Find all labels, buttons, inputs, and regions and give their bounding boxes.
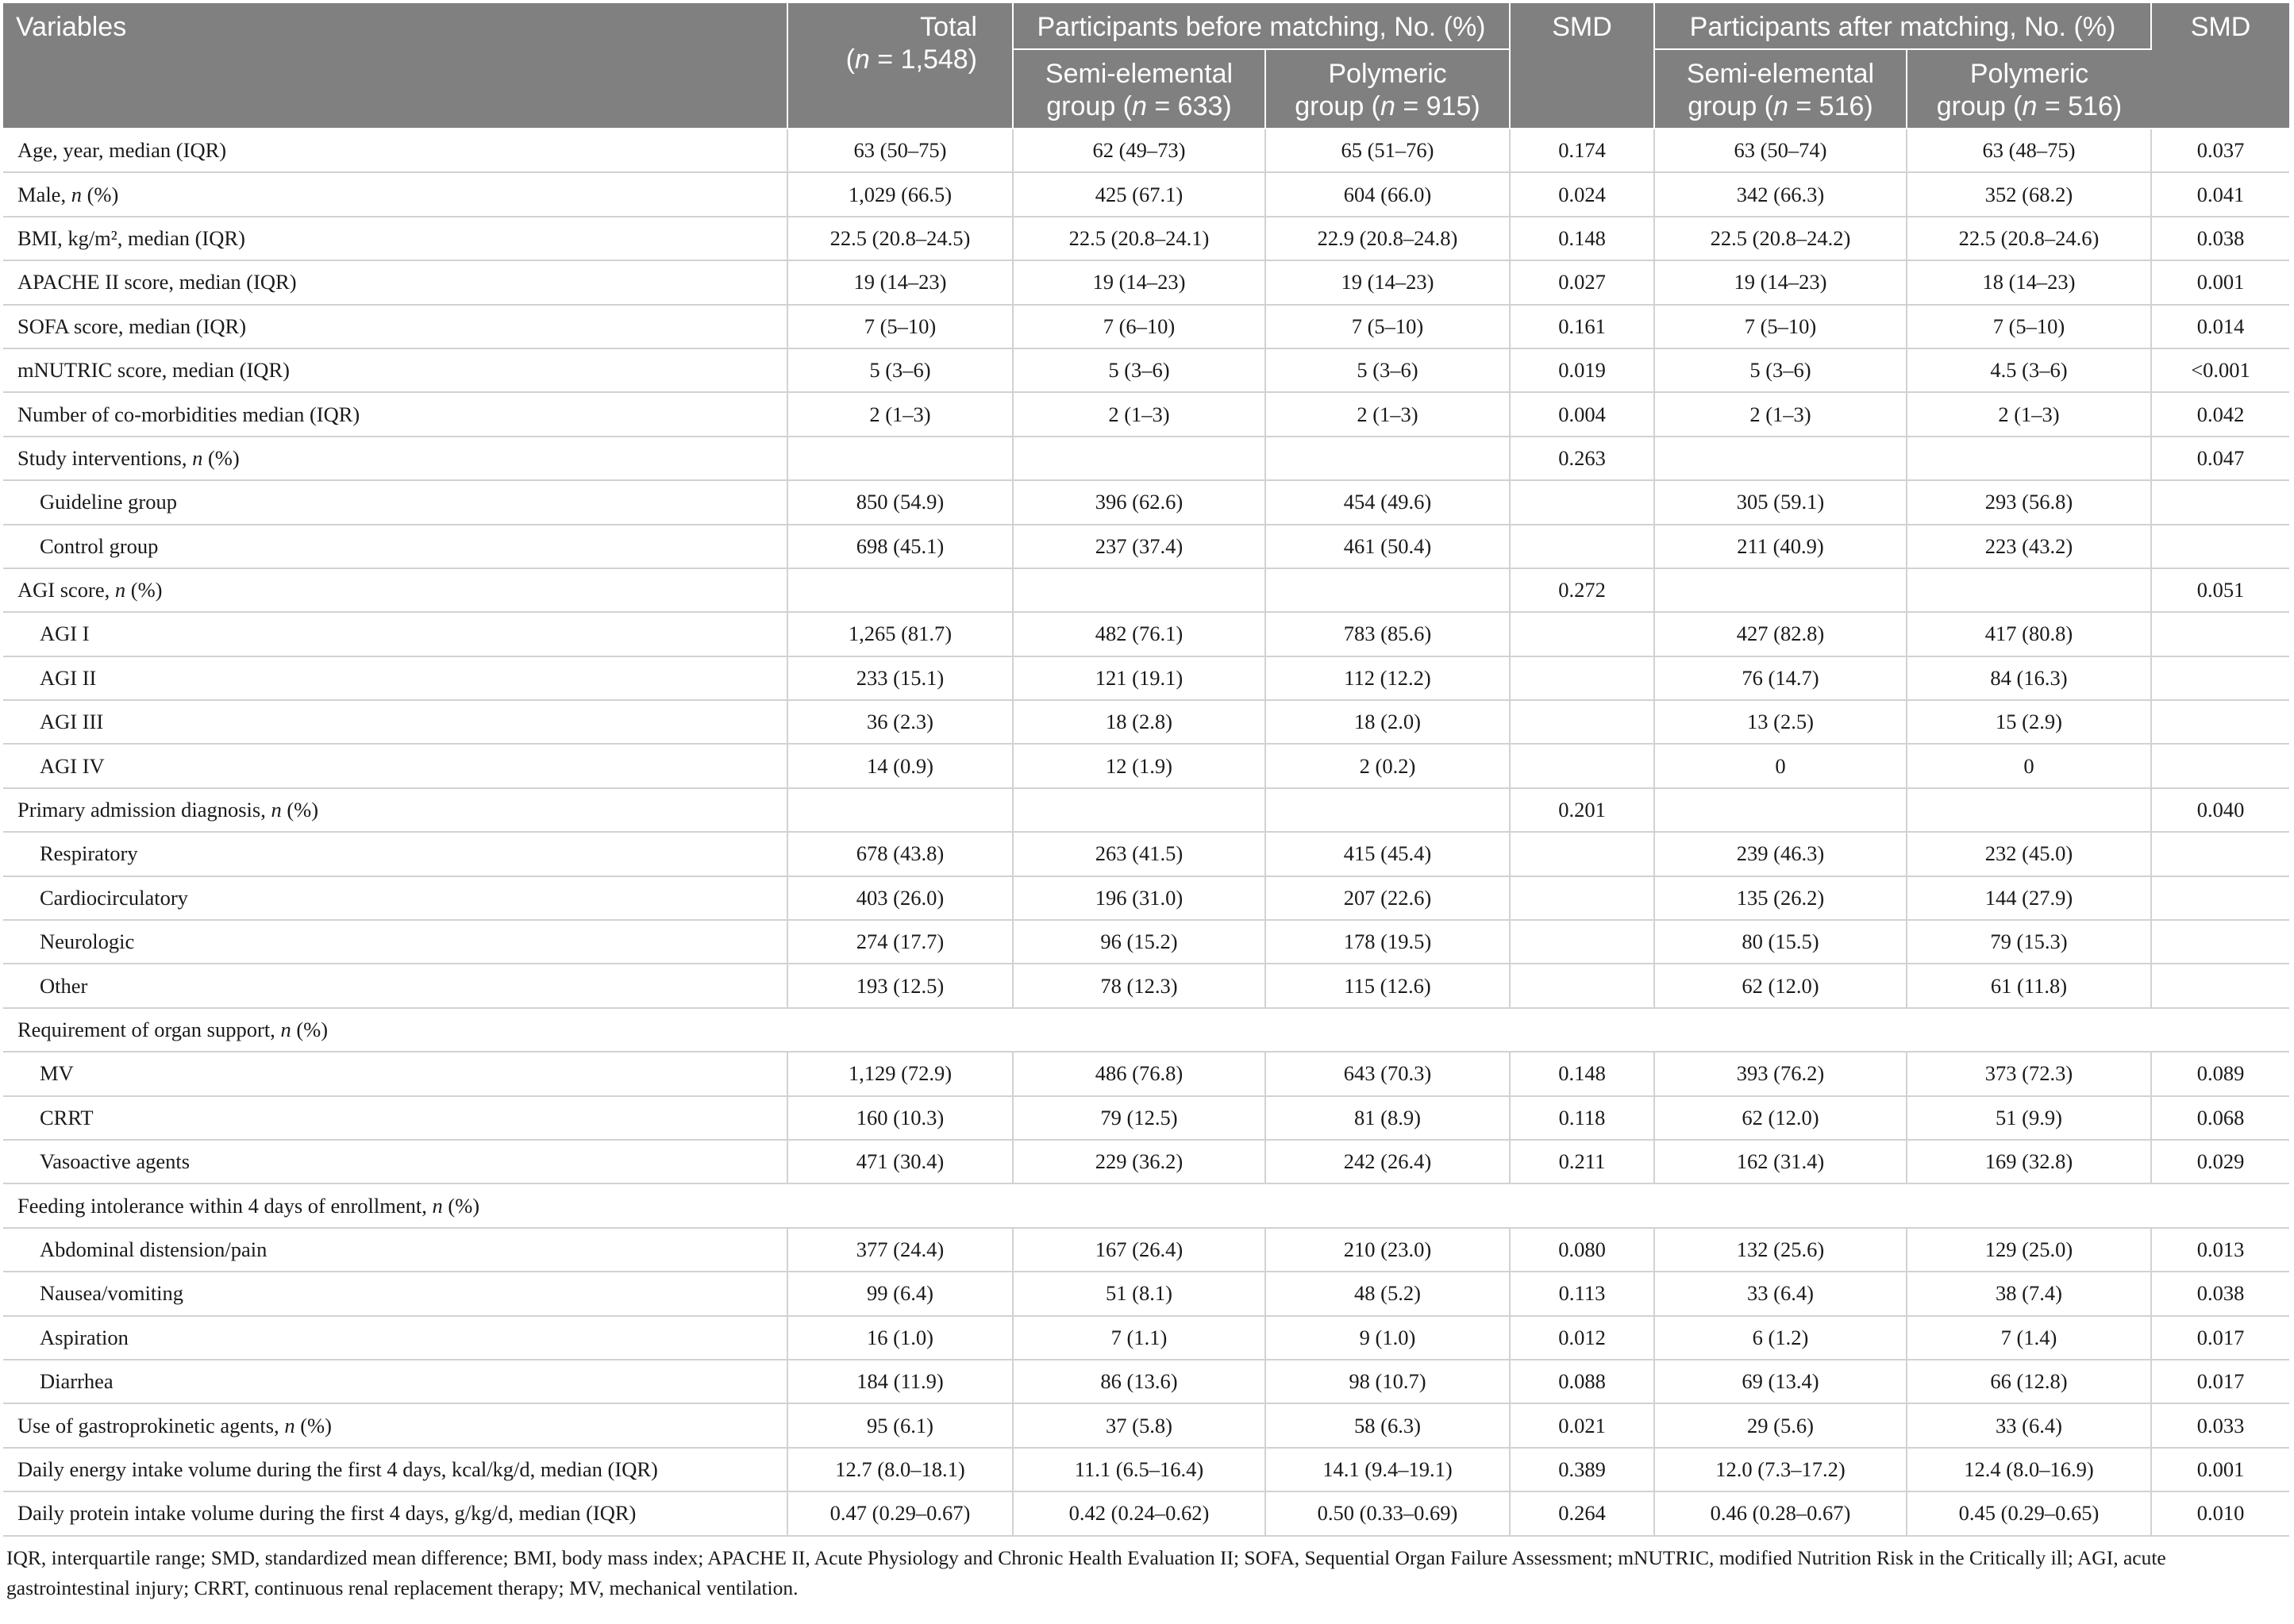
cell-total [787,437,1013,480]
cell-poly-before: 783 (85.6) [1265,612,1510,656]
cell-semi-before: 121 (19.1) [1013,656,1265,700]
cell-poly-before: 81 (8.9) [1265,1096,1510,1140]
cell-semi-after: 19 (14–23) [1654,260,1907,304]
cell-poly-after: 12.4 (8.0–16.9) [1907,1448,2151,1491]
cell-poly-after: 66 (12.8) [1907,1360,2151,1403]
cell-smd-after: 0.010 [2151,1491,2289,1535]
header-total-label: Total [920,12,977,42]
cell-poly-after: 0.45 (0.29–0.65) [1907,1491,2151,1535]
cell-smd-after: 0.017 [2151,1316,2289,1360]
cell-smd-before [1510,480,1654,524]
table-row [3,568,2289,612]
cell-total: 274 (17.7) [787,920,1013,964]
cell-semi-after: 22.5 (20.8–24.2) [1654,217,1907,260]
cell-semi-after: 135 (26.2) [1654,876,1907,920]
cell-poly-after: 38 (7.4) [1907,1272,2151,1315]
cell-poly-after: 61 (11.8) [1907,964,2151,1007]
cell-smd-after: 0.014 [2151,305,2289,348]
header-semi-before: Semi-elemental group (n = 633) [1013,49,1265,129]
cell-poly-before: 2 (1–3) [1265,392,1510,436]
cell-smd-before: 0.088 [1510,1360,1654,1403]
cell-total: 233 (15.1) [787,656,1013,700]
cell-smd-before: 0.021 [1510,1403,1654,1447]
table-row [3,437,2289,480]
cell-smd-before: 0.019 [1510,348,1654,392]
header-smd-before: SMD [1510,3,1654,129]
cell-smd-after: 0.013 [2151,1228,2289,1272]
cell-smd-after: 0.040 [2151,788,2289,832]
cell-poly-after: 33 (6.4) [1907,1403,2151,1447]
cell-total: 184 (11.9) [787,1360,1013,1403]
cell-semi-after: 6 (1.2) [1654,1316,1907,1360]
cell-smd-after: 0.038 [2151,217,2289,260]
cell-smd-before [1510,964,1654,1007]
row-label: AGI I [3,612,787,656]
cell-semi-after: 62 (12.0) [1654,964,1907,1007]
cell-semi-before: 37 (5.8) [1013,1403,1265,1447]
cell-total: 471 (30.4) [787,1140,1013,1183]
cell-semi-before: 196 (31.0) [1013,876,1265,920]
cell-poly-before: 58 (6.3) [1265,1403,1510,1447]
table-row [3,1360,2289,1403]
cell-poly-after: 4.5 (3–6) [1907,348,2151,392]
cell-smd-before: 0.012 [1510,1316,1654,1360]
cell-smd-before: 0.264 [1510,1491,1654,1535]
cell-poly-before: 14.1 (9.4–19.1) [1265,1448,1510,1491]
cell-semi-before: 482 (76.1) [1013,612,1265,656]
cell-poly-after: 352 (68.2) [1907,172,2151,216]
cell-poly-before: 461 (50.4) [1265,525,1510,568]
cell-smd-after: 0.042 [2151,392,2289,436]
cell-smd-before: 0.161 [1510,305,1654,348]
cell-semi-before: 86 (13.6) [1013,1360,1265,1403]
cell-total: 36 (2.3) [787,700,1013,744]
cell-total: 678 (43.8) [787,832,1013,875]
cell-semi-after: 305 (59.1) [1654,480,1907,524]
row-label: Diarrhea [3,1360,787,1403]
row-label: SOFA score, median (IQR) [3,305,787,348]
cell-smd-after: 0.001 [2151,1448,2289,1491]
cell-poly-after: 7 (5–10) [1907,305,2151,348]
cell-semi-after: 33 (6.4) [1654,1272,1907,1315]
cell-poly-after: 169 (32.8) [1907,1140,2151,1183]
cell-poly-after: 0 [1907,744,2151,787]
cell-poly-before: 98 (10.7) [1265,1360,1510,1403]
cell-poly-after: 18 (14–23) [1907,260,2151,304]
table-row [3,788,2289,832]
table-body [3,129,2289,1536]
row-label: Number of co-morbidities median (IQR) [3,392,787,436]
cell-total [787,568,1013,612]
cell-semi-after: 427 (82.8) [1654,612,1907,656]
cell-poly-before: 643 (70.3) [1265,1052,1510,1095]
cell-total: 0.47 (0.29–0.67) [787,1491,1013,1535]
cell-semi-before: 229 (36.2) [1013,1140,1265,1183]
header-after-matching: Participants after matching, No. (%) [1654,3,2151,49]
cell-total: 1,129 (72.9) [787,1052,1013,1095]
row-label: Study interventions, n (%) [3,437,787,480]
cell-poly-before: 454 (49.6) [1265,480,1510,524]
cell-semi-after: 5 (3–6) [1654,348,1907,392]
cell-semi-after: 342 (66.3) [1654,172,1907,216]
cell-semi-after: 211 (40.9) [1654,525,1907,568]
header-before-matching: Participants before matching, No. (%) [1013,3,1510,49]
row-label: MV [3,1052,787,1095]
cell-smd-after: 0.037 [2151,129,2289,172]
cell-poly-after: 15 (2.9) [1907,700,2151,744]
cell-poly-after: 84 (16.3) [1907,656,2151,700]
row-label: Nausea/vomiting [3,1272,787,1315]
row-label: Use of gastroprokinetic agents, n (%) [3,1403,787,1447]
cell-total: 698 (45.1) [787,525,1013,568]
row-label: Aspiration [3,1316,787,1360]
table-row [3,744,2289,787]
cell-smd-after [2151,525,2289,568]
cell-semi-after: 0 [1654,744,1907,787]
cell-poly-before: 18 (2.0) [1265,700,1510,744]
cell-semi-after: 12.0 (7.3–17.2) [1654,1448,1907,1491]
cell-semi-before: 19 (14–23) [1013,260,1265,304]
cell-smd-before: 0.389 [1510,1448,1654,1491]
cell-poly-before: 65 (51–76) [1265,129,1510,172]
cell-total: 377 (24.4) [787,1228,1013,1272]
header-poly-before: Polymeric group (n = 915) [1265,49,1510,129]
cell-poly-before: 112 (12.2) [1265,656,1510,700]
cell-smd-after: 0.038 [2151,1272,2289,1315]
cell-semi-before: 51 (8.1) [1013,1272,1265,1315]
header-total-n-symbol: n [854,44,870,75]
cell-semi-after: 62 (12.0) [1654,1096,1907,1140]
cell-poly-after: 223 (43.2) [1907,525,2151,568]
cell-semi-after: 239 (46.3) [1654,832,1907,875]
cell-semi-before: 263 (41.5) [1013,832,1265,875]
cell-semi-after: 63 (50–74) [1654,129,1907,172]
table-row [3,172,2289,216]
cell-total: 5 (3–6) [787,348,1013,392]
cell-semi-after: 76 (14.7) [1654,656,1907,700]
cell-smd-before: 0.113 [1510,1272,1654,1315]
cell-smd-after [2151,700,2289,744]
cell-poly-before: 9 (1.0) [1265,1316,1510,1360]
cell-poly-before: 115 (12.6) [1265,964,1510,1007]
cell-total: 99 (6.4) [787,1272,1013,1315]
table-row [3,1008,2289,1052]
cell-smd-before: 0.201 [1510,788,1654,832]
cell-smd-after: 0.041 [2151,172,2289,216]
row-label: AGI IV [3,744,787,787]
cell-smd-after [2151,920,2289,964]
cell-semi-after: 162 (31.4) [1654,1140,1907,1183]
cell-poly-after [1907,568,2151,612]
table-row [3,656,2289,700]
header-variables: Variables [3,3,787,129]
cell-semi-after: 7 (5–10) [1654,305,1907,348]
row-label: Neurologic [3,920,787,964]
cell-poly-after: 417 (80.8) [1907,612,2151,656]
header-total-n-value: = 1,548) [869,44,977,75]
cell-semi-after: 132 (25.6) [1654,1228,1907,1272]
row-label: Daily protein intake volume during the first 4 days, g/kg/d, median (IQR) [3,1491,787,1535]
row-label: AGI score, n (%) [3,568,787,612]
cell-semi-before: 78 (12.3) [1013,964,1265,1007]
cell-poly-after: 51 (9.9) [1907,1096,2151,1140]
cell-poly-before: 5 (3–6) [1265,348,1510,392]
cell-poly-before: 7 (5–10) [1265,305,1510,348]
cell-total: 403 (26.0) [787,876,1013,920]
cell-semi-before: 12 (1.9) [1013,744,1265,787]
cell-smd-after [2151,480,2289,524]
cell-smd-after: 0.068 [2151,1096,2289,1140]
row-label: mNUTRIC score, median (IQR) [3,348,787,392]
table-row [3,1403,2289,1447]
cell-smd-after [2151,964,2289,1007]
table-row [3,1096,2289,1140]
header-poly-after: Polymeric group (n = 516) [1907,49,2151,129]
table-row [3,392,2289,436]
cell-semi-after [1654,568,1907,612]
cell-smd-before: 0.004 [1510,392,1654,436]
cell-total: 14 (0.9) [787,744,1013,787]
table-row [3,525,2289,568]
baseline-characteristics-table [3,3,2289,1537]
cell-smd-before: 0.148 [1510,1052,1654,1095]
table-row [3,348,2289,392]
cell-poly-before: 207 (22.6) [1265,876,1510,920]
cell-poly-after: 79 (15.3) [1907,920,2151,964]
cell-smd-before: 0.263 [1510,437,1654,480]
cell-poly-after: 232 (45.0) [1907,832,2151,875]
table-row [3,1140,2289,1183]
cell-smd-before: 0.080 [1510,1228,1654,1272]
row-label: Guideline group [3,480,787,524]
cell-poly-before: 242 (26.4) [1265,1140,1510,1183]
cell-total: 160 (10.3) [787,1096,1013,1140]
row-label: Primary admission diagnosis, n (%) [3,788,787,832]
cell-semi-after: 69 (13.4) [1654,1360,1907,1403]
table-row [3,1052,2289,1095]
cell-semi-before: 237 (37.4) [1013,525,1265,568]
cell-poly-before: 19 (14–23) [1265,260,1510,304]
cell-total: 22.5 (20.8–24.5) [787,217,1013,260]
row-label: Vasoactive agents [3,1140,787,1183]
table-row [3,964,2289,1007]
cell-poly-after: 293 (56.8) [1907,480,2151,524]
cell-poly-before: 0.50 (0.33–0.69) [1265,1491,1510,1535]
row-label: Male, n (%) [3,172,787,216]
cell-poly-before [1265,437,1510,480]
cell-smd-after: 0.033 [2151,1403,2289,1447]
cell-smd-after: 0.089 [2151,1052,2289,1095]
cell-semi-after [1654,437,1907,480]
cell-poly-before [1265,788,1510,832]
table-row [3,1491,2289,1535]
row-label: BMI, kg/m², median (IQR) [3,217,787,260]
row-label: Respiratory [3,832,787,875]
cell-semi-before: 11.1 (6.5–16.4) [1013,1448,1265,1491]
cell-semi-before: 79 (12.5) [1013,1096,1265,1140]
table-row [3,480,2289,524]
cell-smd-before [1510,525,1654,568]
table-row [3,217,2289,260]
table-footnote: IQR, interquartile range; SMD, standardized mean difference; BMI, body mass index; APACHE II, Acute Physiology and Chronic Health Evaluation II; SOFA, Sequential Organ Failure Assessment; mNUTRIC, modified Nutrition Risk in the Critically ill; AGI, acute gastrointestinal injury; CRRT, continuous renal replacement therapy; MV, mechanical ventilation. [6,1545,2166,1599]
cell-total: 7 (5–10) [787,305,1013,348]
cell-poly-before: 604 (66.0) [1265,172,1510,216]
table-row [3,305,2289,348]
cell-semi-after [1654,788,1907,832]
cell-semi-before: 425 (67.1) [1013,172,1265,216]
cell-poly-after: 373 (72.3) [1907,1052,2151,1095]
cell-total: 1,265 (81.7) [787,612,1013,656]
cell-smd-after: 0.051 [2151,568,2289,612]
cell-poly-after [1907,788,2151,832]
row-label: AGI II [3,656,787,700]
cell-semi-before: 7 (6–10) [1013,305,1265,348]
row-label: Control group [3,525,787,568]
row-label: AGI III [3,700,787,744]
cell-poly-after: 144 (27.9) [1907,876,2151,920]
cell-semi-after: 2 (1–3) [1654,392,1907,436]
cell-total: 63 (50–75) [787,129,1013,172]
cell-poly-after: 129 (25.0) [1907,1228,2151,1272]
cell-poly-before: 178 (19.5) [1265,920,1510,964]
row-label: Abdominal distension/pain [3,1228,787,1272]
cell-smd-after [2151,744,2289,787]
cell-semi-after: 80 (15.5) [1654,920,1907,964]
table-row [3,700,2289,744]
cell-semi-before: 167 (26.4) [1013,1228,1265,1272]
cell-semi-after: 393 (76.2) [1654,1052,1907,1095]
row-label: Feeding intolerance within 4 days of enrollment, n (%) [3,1183,2289,1227]
table-row [3,832,2289,875]
cell-total: 2 (1–3) [787,392,1013,436]
cell-semi-before: 18 (2.8) [1013,700,1265,744]
cell-total: 19 (14–23) [787,260,1013,304]
row-label: Cardiocirculatory [3,876,787,920]
cell-smd-before: 0.174 [1510,129,1654,172]
cell-semi-before: 0.42 (0.24–0.62) [1013,1491,1265,1535]
header-total: Total (n = 1,548) [787,3,1013,129]
cell-smd-before [1510,832,1654,875]
cell-smd-after [2151,876,2289,920]
cell-total: 850 (54.9) [787,480,1013,524]
cell-smd-after: 0.029 [2151,1140,2289,1183]
cell-smd-after [2151,612,2289,656]
header-semi-after: Semi-elemental group (n = 516) [1654,49,1907,129]
cell-semi-before: 396 (62.6) [1013,480,1265,524]
cell-semi-before: 7 (1.1) [1013,1316,1265,1360]
table-row [3,1183,2289,1227]
cell-poly-before [1265,568,1510,612]
cell-poly-after: 2 (1–3) [1907,392,2151,436]
cell-poly-before: 48 (5.2) [1265,1272,1510,1315]
table-row [3,260,2289,304]
table-row [3,1272,2289,1315]
row-label: Daily energy intake volume during the first 4 days, kcal/kg/d, median (IQR) [3,1448,787,1491]
cell-semi-after: 29 (5.6) [1654,1403,1907,1447]
cell-total [787,788,1013,832]
cell-poly-after: 22.5 (20.8–24.6) [1907,217,2151,260]
cell-semi-after: 13 (2.5) [1654,700,1907,744]
cell-smd-after [2151,656,2289,700]
cell-smd-before [1510,876,1654,920]
cell-smd-before: 0.024 [1510,172,1654,216]
cell-poly-before: 210 (23.0) [1265,1228,1510,1272]
cell-smd-before [1510,920,1654,964]
cell-total: 12.7 (8.0–18.1) [787,1448,1013,1491]
row-label: Age, year, median (IQR) [3,129,787,172]
row-label: APACHE II score, median (IQR) [3,260,787,304]
cell-semi-before: 5 (3–6) [1013,348,1265,392]
cell-semi-before [1013,437,1265,480]
row-label: CRRT [3,1096,787,1140]
cell-semi-before: 22.5 (20.8–24.1) [1013,217,1265,260]
cell-semi-before: 486 (76.8) [1013,1052,1265,1095]
cell-smd-before: 0.027 [1510,260,1654,304]
cell-total: 95 (6.1) [787,1403,1013,1447]
table-row [3,612,2289,656]
cell-smd-after: 0.017 [2151,1360,2289,1403]
row-label: Other [3,964,787,1007]
table-row [3,1228,2289,1272]
cell-semi-after: 0.46 (0.28–0.67) [1654,1491,1907,1535]
cell-smd-before: 0.148 [1510,217,1654,260]
table-row [3,129,2289,172]
cell-poly-after: 63 (48–75) [1907,129,2151,172]
cell-smd-after: <0.001 [2151,348,2289,392]
cell-smd-before: 0.211 [1510,1140,1654,1183]
header-smd-after: SMD [2151,3,2289,129]
table-row [3,1448,2289,1491]
cell-smd-before: 0.118 [1510,1096,1654,1140]
cell-poly-after [1907,437,2151,480]
cell-poly-before: 22.9 (20.8–24.8) [1265,217,1510,260]
cell-smd-before [1510,744,1654,787]
cell-semi-before: 62 (49–73) [1013,129,1265,172]
cell-smd-before: 0.272 [1510,568,1654,612]
cell-total: 16 (1.0) [787,1316,1013,1360]
cell-semi-before [1013,788,1265,832]
cell-smd-after: 0.001 [2151,260,2289,304]
cell-semi-before: 96 (15.2) [1013,920,1265,964]
table-container [3,3,2289,1603]
cell-smd-before [1510,656,1654,700]
cell-total: 1,029 (66.5) [787,172,1013,216]
cell-smd-after: 0.047 [2151,437,2289,480]
cell-smd-before [1510,700,1654,744]
table-row [3,920,2289,964]
table-header [3,3,2289,129]
table-row [3,1316,2289,1360]
cell-poly-after: 7 (1.4) [1907,1316,2151,1360]
cell-smd-after [2151,832,2289,875]
table-row [3,876,2289,920]
row-label: Requirement of organ support, n (%) [3,1008,2289,1052]
cell-smd-before [1510,612,1654,656]
cell-total: 193 (12.5) [787,964,1013,1007]
cell-poly-before: 2 (0.2) [1265,744,1510,787]
cell-poly-before: 415 (45.4) [1265,832,1510,875]
cell-semi-before [1013,568,1265,612]
cell-semi-before: 2 (1–3) [1013,392,1265,436]
